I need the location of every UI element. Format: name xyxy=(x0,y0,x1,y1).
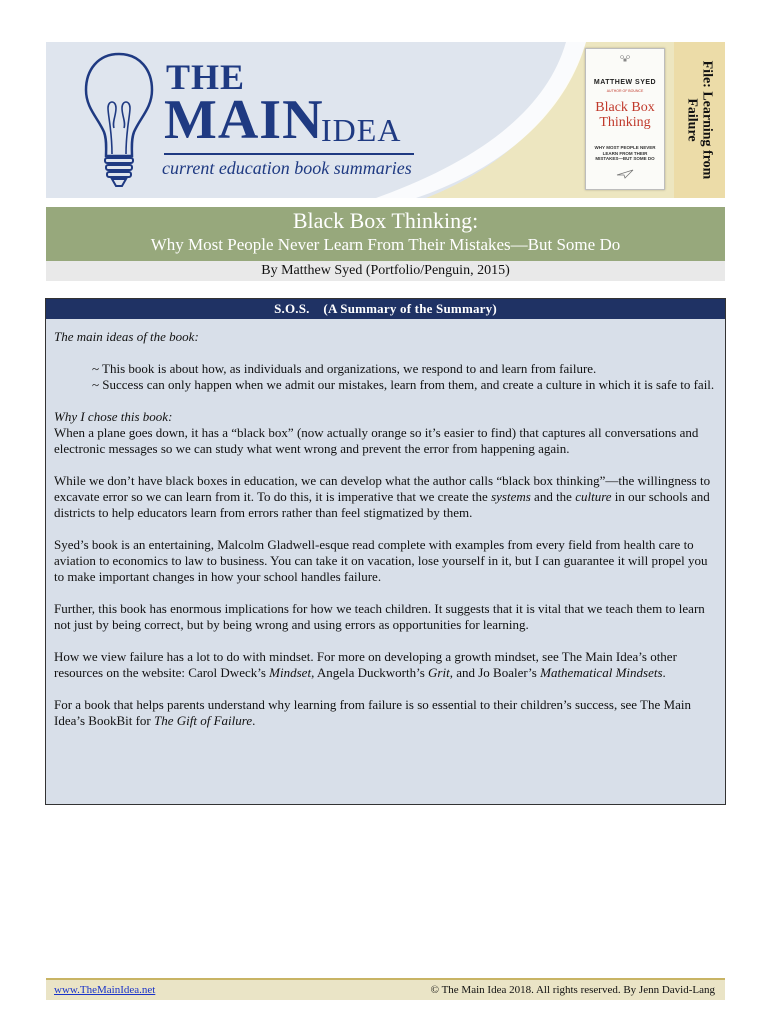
title-band xyxy=(46,207,725,261)
book-title: Black Box Thinking: xyxy=(292,208,479,233)
why-label: Why I chose this book: xyxy=(54,409,173,424)
emphasis-culture: culture xyxy=(575,489,612,504)
paragraph-gift-of-failure xyxy=(54,697,717,729)
text-span: . xyxy=(662,665,666,680)
title-mindset: Mindset xyxy=(269,665,312,680)
paragraph-entertaining-read: Syed’s book is an entertaining, Malcolm Gladwell-esque read complete with examples from every field from health care to aviation to economics to law to business. You can take it on vacation, lose yourself in it, but I can guarantee it will propel you to make important changes in how your school handles failure. xyxy=(54,537,708,584)
text-span: How we view failure has a lot to do with mindset. For more on developing a growth mindset, see The Main Idea’s other resources on the website: Carol Dweck’s xyxy=(54,649,677,680)
sos-heading: S.O.S. (A Summary of the Summary) xyxy=(46,299,725,319)
title-mathematical-mindsets: Mathematical Mindsets xyxy=(540,665,663,680)
title-grit: Grit xyxy=(428,665,450,680)
book-cover-author: MATTHEW SYED xyxy=(593,79,657,86)
list-item: ~ Success can only happen when we admit our mistakes, learn from them, and create a culture in which it is safe to fail. xyxy=(92,377,715,392)
paragraph-mindset xyxy=(54,649,717,681)
sos-body xyxy=(46,319,725,729)
text-span: , Angela Duckworth’s xyxy=(311,665,429,680)
book-subtitle: Why Most People Never Learn From Their Mistakes—But Some Do xyxy=(150,235,621,254)
logo-idea: IDEA xyxy=(321,112,402,148)
website-link[interactable]: www.TheMainIdea.net xyxy=(54,984,156,996)
text-span: in our schools and districts to help educators learn from errors rather than feel stigmatized by them. xyxy=(54,489,710,520)
text-span: and the xyxy=(530,489,576,504)
text-span: While we don’t have black boxes in education, we can develop what the author calls “black box thinking”—the willingness to excavate error so we can learn from it. To do this, it is imperative that we create the xyxy=(54,473,711,504)
paragraph-implications: Further, this book has enormous implications for how we teach children. It suggests that it is vital that we teach them to learn not just by being correct, but by being wrong and using errors as opportunities for learning. xyxy=(54,601,705,632)
book-cover-subtitle: WHY MOST PEOPLE NEVER LEARN FROM THEIR MISTAKES—BUT SOME DO xyxy=(594,145,656,162)
file-label-bar xyxy=(674,42,725,198)
file-label: File: Learning from Failure xyxy=(684,60,715,180)
main-ideas-list xyxy=(92,361,717,393)
footer xyxy=(46,980,725,1000)
title-gift-of-failure: The Gift of Failure xyxy=(154,713,253,728)
drone-icon xyxy=(620,55,630,65)
text-span: . xyxy=(252,713,256,728)
logo-main: MAIN xyxy=(164,89,324,151)
book-cover-title xyxy=(586,101,664,130)
book-cover xyxy=(585,48,665,190)
list-item: ~ This book is about how, as individuals and organizations, we respond to and learn from failure. xyxy=(92,361,597,376)
sos-summary-box xyxy=(45,298,726,805)
logo-tagline: current education book summaries xyxy=(162,158,412,178)
main-ideas-label: The main ideas of the book: xyxy=(54,329,199,344)
why-paragraph: When a plane goes down, it has a “black box” (now actually orange so it’s easier to find) that captures all conversations and electronic messages so we can study what went wrong and prevent the error from happening again. xyxy=(54,425,699,456)
text-span: , and Jo Boaler’s xyxy=(449,665,541,680)
paragraph-black-box-thinking xyxy=(54,473,717,521)
book-cover-title-line1: Black Box xyxy=(595,100,655,115)
lightbulb-icon xyxy=(84,50,154,190)
logo-divider xyxy=(164,153,414,155)
book-cover-title-line2: Thinking xyxy=(599,114,651,130)
copyright-text: © The Main Idea 2018. All rights reserved. By Jenn David-Lang xyxy=(430,984,715,996)
paper-plane-icon xyxy=(616,169,634,179)
book-cover-author-sub: AUTHOR OF BOUNCE xyxy=(606,89,644,93)
byline: By Matthew Syed (Portfolio/Penguin, 2015) xyxy=(46,261,725,281)
text-span: For a book that helps parents understand why learning from failure is so essential to their children’s success, see The Main Idea’s BookBit for xyxy=(54,697,691,728)
logo-the: THE xyxy=(166,57,246,97)
header-banner xyxy=(46,42,725,198)
emphasis-systems: systems xyxy=(491,489,531,504)
